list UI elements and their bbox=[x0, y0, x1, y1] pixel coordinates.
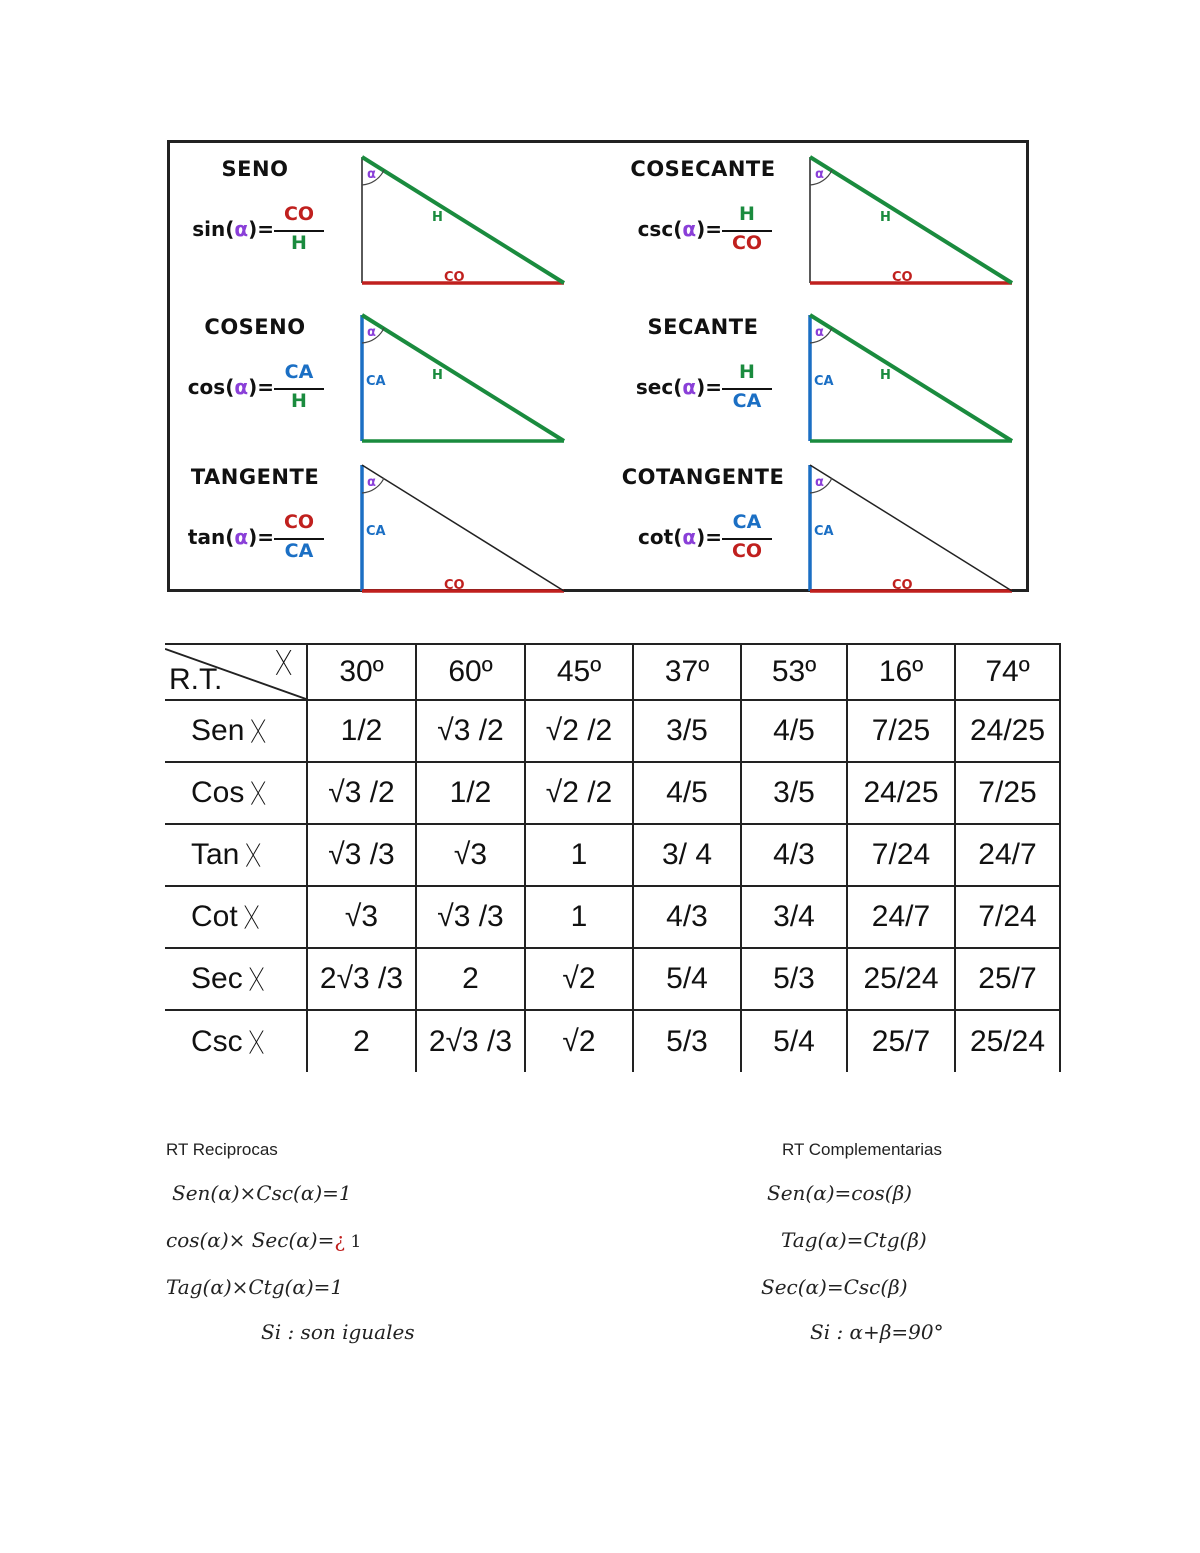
ratio-cell-tan bbox=[170, 451, 600, 601]
table-cell: 3/ 4 bbox=[633, 824, 741, 886]
function-label: tan(α)= bbox=[187, 525, 274, 549]
trig-ratios-panel bbox=[167, 140, 1029, 592]
table-cell: 2√3 /3 bbox=[307, 948, 416, 1010]
angle-symbol-icon: ᚷ bbox=[250, 778, 266, 808]
table-cell: 5/3 bbox=[633, 1010, 741, 1072]
angle-symbol-icon: ᚷ bbox=[250, 716, 266, 746]
reciprocal-condition: Si : son iguales bbox=[261, 1320, 415, 1344]
table-cell: 2√3 /3 bbox=[416, 1010, 525, 1072]
table-cell: 1 bbox=[525, 886, 633, 948]
table-cell: 25/7 bbox=[847, 1010, 955, 1072]
opposite-side-label: CO bbox=[892, 270, 913, 285]
hypotenuse-label: H bbox=[432, 210, 443, 225]
angle-symbol-icon: ᚷ bbox=[243, 902, 260, 932]
table-cell: 1/2 bbox=[416, 762, 525, 824]
inverted-question-mark: ¿ bbox=[334, 1228, 346, 1252]
table-cell: 2 bbox=[307, 1010, 416, 1072]
right-triangle-diagram bbox=[808, 155, 1018, 285]
alpha-label: α bbox=[367, 167, 376, 182]
table-cell: √2 bbox=[525, 948, 633, 1010]
table-cell: √2 /2 bbox=[525, 700, 633, 762]
function-label: sec(α)= bbox=[635, 375, 722, 399]
triangle-hypotenuse bbox=[810, 157, 1012, 283]
row-label: Tan ᚷ bbox=[165, 824, 307, 886]
angle-header: 74º bbox=[955, 644, 1060, 700]
fraction-denominator: CA bbox=[732, 390, 762, 412]
alpha-label: α bbox=[367, 475, 376, 490]
angle-header: 53º bbox=[741, 644, 847, 700]
table-cell: 25/7 bbox=[955, 948, 1060, 1010]
angle-symbol-icon: ᚷ bbox=[245, 840, 261, 870]
opposite-side-label: CO bbox=[444, 578, 465, 593]
table-cell: 24/25 bbox=[955, 700, 1060, 762]
table-cell: √3 bbox=[307, 886, 416, 948]
right-triangle-diagram bbox=[360, 313, 570, 443]
table-cell: 24/25 bbox=[847, 762, 955, 824]
right-triangle-diagram bbox=[360, 155, 570, 285]
fraction-numerator: CA bbox=[732, 511, 762, 533]
fraction-denominator: CO bbox=[731, 540, 763, 562]
angle-header: 30º bbox=[307, 644, 416, 700]
adjacent-side-label: CA bbox=[814, 524, 834, 539]
reciprocal-identity-2: cos(α)× Sec(α)=¿ 1 bbox=[166, 1228, 362, 1252]
table-cell: 7/24 bbox=[847, 824, 955, 886]
complementary-identity-2: Tag(α)=Ctg(β) bbox=[781, 1228, 927, 1252]
angle-header: 37º bbox=[633, 644, 741, 700]
opposite-side-label: CO bbox=[892, 578, 913, 593]
table-cell: 2 bbox=[416, 948, 525, 1010]
reciprocal-identity-1: Sen(α)×Csc(α)=1 bbox=[172, 1181, 352, 1205]
table-cell: 1/2 bbox=[307, 700, 416, 762]
function-label: csc(α)= bbox=[637, 217, 722, 241]
ratio-formula bbox=[170, 509, 360, 569]
angle-symbol-icon: ᚷ bbox=[248, 964, 265, 994]
trig-values-table bbox=[165, 643, 1061, 1072]
function-label: cos(α)= bbox=[187, 375, 274, 399]
alpha-label: α bbox=[367, 325, 376, 340]
table-cell: √3 /2 bbox=[307, 762, 416, 824]
angle-header: 60º bbox=[416, 644, 525, 700]
ratio-formula bbox=[170, 201, 360, 261]
ratio-formula bbox=[618, 201, 808, 261]
table-cell: 4/5 bbox=[741, 700, 847, 762]
fraction-numerator: CO bbox=[283, 203, 315, 225]
table-row bbox=[165, 1010, 1060, 1072]
row-label: Cos ᚷ bbox=[165, 762, 307, 824]
table-cell: 4/3 bbox=[741, 824, 847, 886]
angle-header: 45º bbox=[525, 644, 633, 700]
angle-symbol-icon: ᚷ bbox=[248, 1026, 265, 1057]
fraction-denominator: H bbox=[291, 232, 307, 254]
ratio-name: TANGENTE bbox=[190, 465, 320, 489]
table-cell: 7/24 bbox=[955, 886, 1060, 948]
table-cell: 24/7 bbox=[847, 886, 955, 948]
fraction-denominator: CO bbox=[731, 232, 763, 254]
row-label: Cot ᚷ bbox=[165, 886, 307, 948]
function-label: sin(α)= bbox=[192, 217, 274, 241]
triangle-hypotenuse bbox=[362, 157, 564, 283]
ratio-cell-cos bbox=[170, 301, 600, 451]
ratio-formula bbox=[618, 509, 808, 569]
hypotenuse-label: H bbox=[880, 210, 891, 225]
ratio-name: COSENO bbox=[204, 315, 306, 339]
table-cell: √3 /3 bbox=[416, 886, 525, 948]
alpha-label: α bbox=[815, 325, 824, 340]
ratio-cell-csc bbox=[618, 143, 1048, 293]
table-cell: 5/3 bbox=[741, 948, 847, 1010]
adjacent-side-label: CA bbox=[814, 374, 834, 389]
fraction-numerator: CO bbox=[283, 511, 315, 533]
angle-header: 16º bbox=[847, 644, 955, 700]
complementary-identity-1: Sen(α)=cos(β) bbox=[767, 1181, 912, 1205]
function-label: cot(α)= bbox=[638, 525, 722, 549]
fraction-numerator: H bbox=[739, 361, 755, 383]
table-row bbox=[165, 948, 1060, 1010]
table-cell: √2 bbox=[525, 1010, 633, 1072]
table-row bbox=[165, 700, 1060, 762]
triangle-hypotenuse bbox=[362, 465, 564, 591]
triangle-hypotenuse bbox=[810, 315, 1012, 441]
alpha-label: α bbox=[815, 475, 824, 490]
ratio-name: SECANTE bbox=[647, 315, 759, 339]
table-cell: 1 bbox=[525, 824, 633, 886]
table-cell: 5/4 bbox=[741, 1010, 847, 1072]
table-cell: √3 /2 bbox=[416, 700, 525, 762]
fraction-numerator: CA bbox=[284, 361, 314, 383]
table-cell: 3/5 bbox=[633, 700, 741, 762]
right-triangle-diagram bbox=[360, 463, 570, 593]
row-label: Sec ᚷ bbox=[165, 948, 307, 1010]
fraction-numerator: H bbox=[739, 203, 755, 225]
alpha-label: α bbox=[815, 167, 824, 182]
complementary-condition: Si : α+β=90° bbox=[810, 1320, 944, 1344]
hypotenuse-label: H bbox=[432, 368, 443, 383]
table-cell: 5/4 bbox=[633, 948, 741, 1010]
complementarias-title: RT Complementarias bbox=[782, 1140, 942, 1159]
ratio-cell-sec bbox=[618, 301, 1048, 451]
opposite-side-label: CO bbox=[444, 270, 465, 285]
ratio-name: COTANGENTE bbox=[621, 465, 785, 489]
table-cell: 7/25 bbox=[955, 762, 1060, 824]
right-triangle-diagram bbox=[808, 463, 1018, 593]
ratio-formula bbox=[618, 359, 808, 419]
fraction-denominator: CA bbox=[284, 540, 314, 562]
row-label: Csc ᚷ bbox=[165, 1010, 307, 1072]
right-triangle-diagram bbox=[808, 313, 1018, 443]
row-label: Sen ᚷ bbox=[165, 700, 307, 762]
table-corner-cell bbox=[165, 644, 307, 700]
table-row bbox=[165, 886, 1060, 948]
table-cell: √3 bbox=[416, 824, 525, 886]
ratio-formula bbox=[170, 359, 360, 419]
reciprocas-title: RT Reciprocas bbox=[166, 1140, 278, 1159]
table-cell: 4/3 bbox=[633, 886, 741, 948]
adjacent-side-label: CA bbox=[366, 374, 386, 389]
ratio-name: COSECANTE bbox=[630, 157, 776, 181]
corner-label: R.T. bbox=[169, 663, 223, 696]
complementary-identity-3: Sec(α)=Csc(β) bbox=[761, 1275, 908, 1299]
table-row bbox=[165, 762, 1060, 824]
triangle-hypotenuse bbox=[810, 465, 1012, 591]
table-cell: 4/5 bbox=[633, 762, 741, 824]
table-cell: √3 /3 bbox=[307, 824, 416, 886]
reciprocal-identity-3: Tag(α)×Ctg(α)=1 bbox=[166, 1275, 344, 1299]
ratio-cell-cot bbox=[618, 451, 1048, 601]
ratio-cell-sin bbox=[170, 143, 600, 293]
table-header-row bbox=[165, 644, 1060, 700]
angle-symbol-icon: ᚷ bbox=[275, 647, 292, 678]
ratio-name: SENO bbox=[221, 157, 289, 181]
adjacent-side-label: CA bbox=[366, 524, 386, 539]
table-cell: 3/5 bbox=[741, 762, 847, 824]
table-cell: 24/7 bbox=[955, 824, 1060, 886]
table-row bbox=[165, 824, 1060, 886]
table-cell: √2 /2 bbox=[525, 762, 633, 824]
triangle-hypotenuse bbox=[362, 315, 564, 441]
hypotenuse-label: H bbox=[880, 368, 891, 383]
table-cell: 7/25 bbox=[847, 700, 955, 762]
table-cell: 3/4 bbox=[741, 886, 847, 948]
fraction-denominator: H bbox=[291, 390, 307, 412]
table-cell: 25/24 bbox=[955, 1010, 1060, 1072]
table-cell: 25/24 bbox=[847, 948, 955, 1010]
